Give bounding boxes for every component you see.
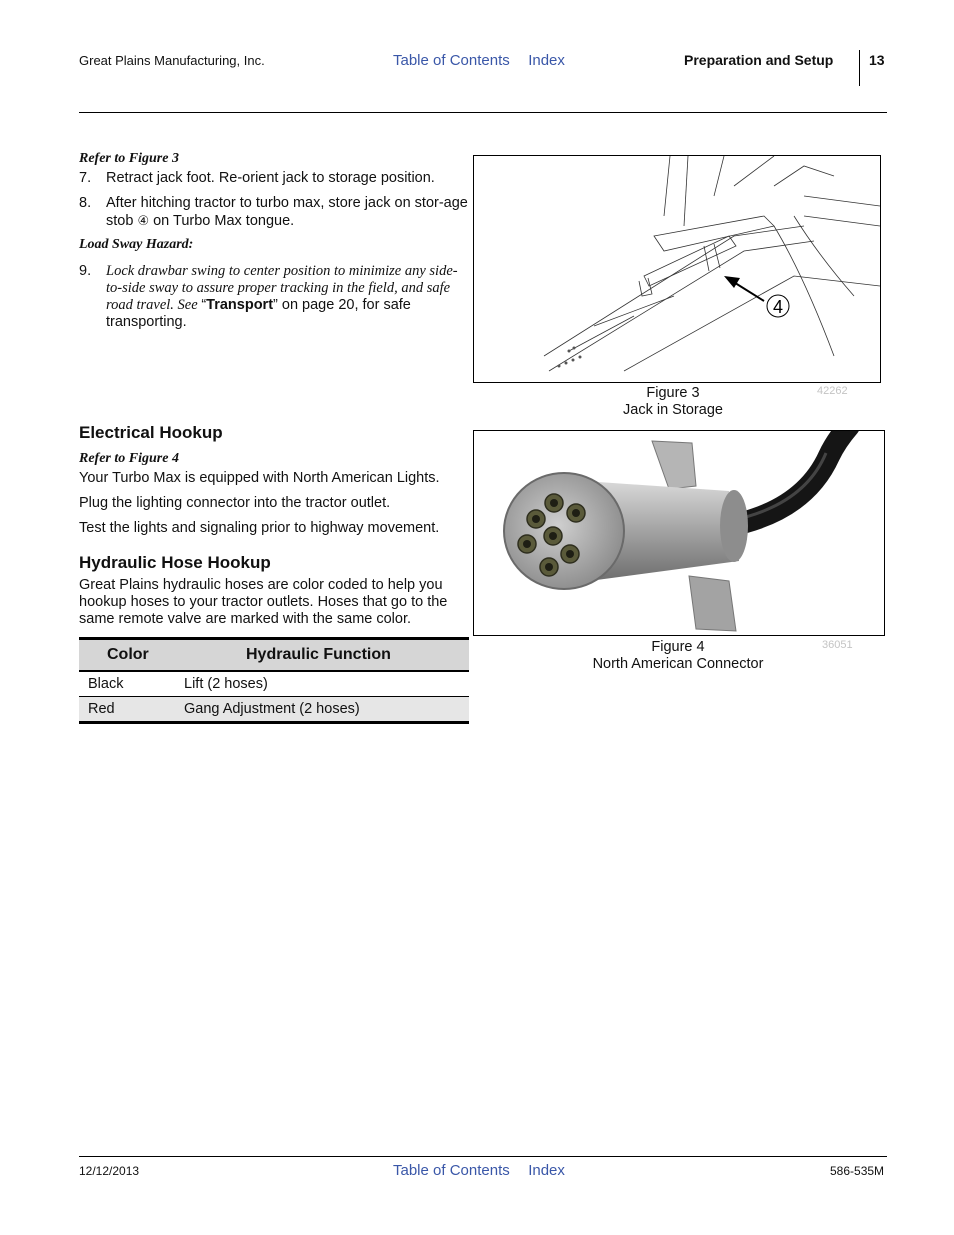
electrical-p2: Plug the lighting connector into the tractor outlet.: [79, 495, 391, 511]
figure-4-title: North American Connector: [592, 656, 764, 672]
footer-doc-number: 586-535M: [830, 1164, 885, 1178]
load-sway-hazard-label: Load Sway Hazard:: [79, 237, 194, 252]
footer-rule: [79, 1156, 887, 1157]
step-7-number: 7.: [79, 170, 92, 186]
step-9-quote-open: “: [201, 297, 207, 313]
hydraulic-p1: Great Plains hydraulic hoses are color coded to help you hookup hoses to your tractor outlets. Hoses that go to the same remote valve are marked with the same color.: [79, 577, 448, 627]
figure-4-id: 36051: [822, 639, 853, 651]
refer-figure-3: Refer to Figure 3: [79, 151, 179, 166]
header-toc-link[interactable]: Table of Contents: [393, 52, 510, 69]
step-8-number: 8.: [79, 195, 92, 211]
table-cell-color: Black: [88, 676, 124, 692]
figure-3-caption: [473, 385, 873, 419]
table-row: [79, 697, 469, 723]
header-divider: [859, 50, 860, 86]
table-header-color: Color: [79, 639, 184, 672]
figure-4-image: [473, 430, 885, 636]
step-8-text: [106, 195, 471, 230]
figure-3-image: [473, 155, 881, 383]
page-number: 13: [869, 52, 885, 68]
step-9-number: 9.: [79, 263, 92, 279]
step-9-italic: Lock drawbar swing to center position to minimize any side-to-side sway to assure proper tracking in the field, and safe road travel. See: [106, 263, 458, 313]
step-9-rest: ” on page 20, for safe transporting.: [106, 297, 411, 330]
table-row: [79, 671, 469, 697]
step-8-text-b: on Turbo Max tongue.: [149, 213, 295, 229]
electrical-p3: Test the lights and signaling prior to highway movement.: [79, 520, 440, 536]
figure-4-caption: [478, 639, 878, 673]
footer-nav: [393, 1162, 579, 1180]
figure-3-callout: 4: [772, 297, 784, 317]
transport-reference: Transport: [206, 297, 274, 313]
table-cell-function: Lift (2 hoses): [184, 676, 268, 692]
table-cell-function: Gang Adjustment (2 hoses): [184, 697, 469, 723]
step-7-text: Retract jack foot. Re-orient jack to storage position.: [106, 170, 435, 186]
step-8-text-a: After hitching tractor to turbo max, store jack on stor-age stob: [106, 195, 468, 229]
header-index-link[interactable]: Index: [528, 52, 565, 69]
header-company: Great Plains Manufacturing, Inc.: [79, 53, 265, 68]
step-9-text: [106, 263, 471, 331]
header-section-title: Preparation and Setup: [684, 52, 834, 68]
header-nav: [393, 52, 579, 70]
table-header-function: Hydraulic Function: [184, 639, 469, 672]
hydraulic-table-wrapper: [79, 637, 469, 724]
figure-3-title: Jack in Storage: [623, 402, 723, 418]
hydraulic-table: [79, 637, 469, 724]
figure-3-label: Figure 3: [646, 385, 700, 401]
refer-figure-4: Refer to Figure 4: [79, 451, 179, 466]
north-american-connector-photo: [474, 431, 884, 635]
figure-3-id: 42262: [817, 385, 848, 397]
hydraulic-hookup-heading: Hydraulic Hose Hookup: [79, 553, 271, 572]
step-8-callout: ④: [137, 213, 150, 228]
electrical-hookup-heading: Electrical Hookup: [79, 423, 223, 442]
table-cell-color: Red: [79, 697, 184, 723]
electrical-p1: Your Turbo Max is equipped with North American Lights.: [79, 470, 440, 486]
figure-4-label: Figure 4: [651, 639, 705, 655]
footer-date: 12/12/2013: [79, 1164, 140, 1178]
footer-toc-link[interactable]: Table of Contents: [393, 1162, 510, 1179]
footer-index-link[interactable]: Index: [528, 1162, 565, 1179]
header-rule: [79, 112, 887, 113]
jack-storage-drawing: [474, 156, 880, 382]
table-header-row: [79, 639, 469, 672]
